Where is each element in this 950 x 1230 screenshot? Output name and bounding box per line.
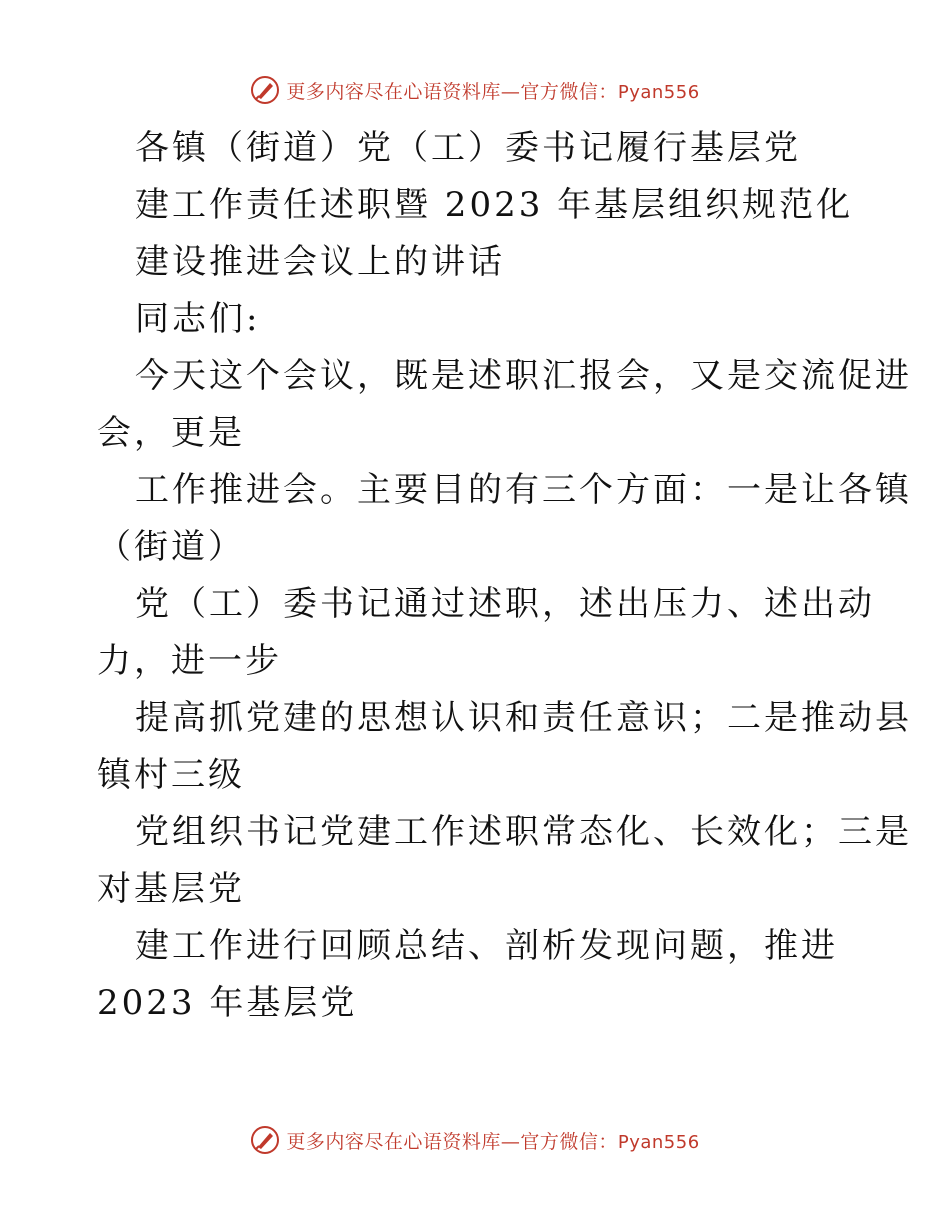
title-line-3: 建设推进会议上的讲话 <box>135 242 505 282</box>
paragraph-line: 镇村三级 <box>97 755 245 795</box>
feather-pen-logo-icon <box>250 75 280 105</box>
paragraph-line: 对基层党 <box>97 869 245 909</box>
title-line-2: 建工作责任述职暨 2023 年基层组织规范化 <box>135 185 854 225</box>
paragraph-line: 提高抓党建的思想认识和责任意识；二是推动县 <box>135 698 912 738</box>
paragraph-line: 会，更是 <box>97 413 245 453</box>
paragraph-line: 党组织书记党建工作述职常态化、长效化；三是 <box>135 812 912 852</box>
wechat-id: Pyan556 <box>617 1131 700 1153</box>
paragraph-line: 工作推进会。主要目的有三个方面：一是让各镇 <box>135 470 912 510</box>
document-body <box>97 120 912 1032</box>
footer-watermark-banner <box>0 1120 950 1160</box>
paragraph-line: 党（工）委书记通过述职，述出压力、述出动 <box>135 584 875 624</box>
header-watermark-text: 更多内容尽在心语资料库—官方微信：Pyan556 <box>286 80 700 103</box>
paragraph-line: 建工作进行回顾总结、剖析发现问题，推进 <box>135 926 838 966</box>
paragraph-line: 2023 年基层党 <box>97 983 358 1023</box>
title-line-1: 各镇（街道）党（工）委书记履行基层党 <box>135 128 801 168</box>
paragraph-line: 今天这个会议，既是述职汇报会，又是交流促进 <box>135 356 912 396</box>
feather-pen-logo-icon <box>250 1125 280 1155</box>
header-watermark-banner <box>0 70 950 110</box>
wechat-id: Pyan556 <box>617 81 700 103</box>
footer-watermark-text: 更多内容尽在心语资料库—官方微信：Pyan556 <box>286 1130 700 1153</box>
paragraph-line: 力，进一步 <box>97 641 282 681</box>
paragraph-line: （街道） <box>97 527 245 567</box>
salutation: 同志们: <box>135 299 261 339</box>
